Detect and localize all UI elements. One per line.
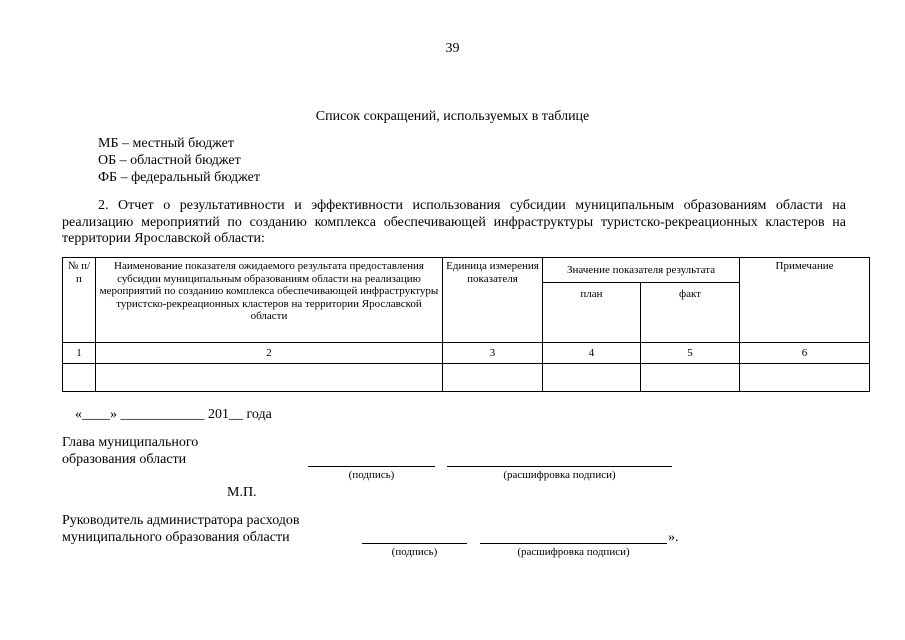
head-decode-line	[447, 466, 672, 467]
table-cell	[96, 364, 443, 392]
header-unit: Единица измерения показателя	[443, 258, 543, 343]
manager-decode-caption: (расшифровка подписи)	[517, 546, 630, 558]
table-cell	[641, 364, 740, 392]
column-number: 1	[63, 343, 96, 364]
manager-decode-line	[480, 543, 667, 544]
stamp-label: М.П.	[227, 485, 257, 500]
column-number-row	[63, 343, 870, 364]
table-cell	[443, 364, 543, 392]
header-fact: факт	[641, 283, 740, 343]
table-cell	[543, 364, 641, 392]
manager-signature-line	[362, 543, 467, 544]
header-indicator-name: Наименование показателя ожидаемого результата предоставления субсидии муниципальным образованиям области на реализацию мероприятий по созданию комплекса обеспечивающей инфраструктуры туристско-рекреационных кластеров на территории Ярославской области	[96, 258, 443, 343]
closing-quote: ».	[668, 530, 679, 545]
page-number: 39	[445, 41, 460, 56]
empty-data-row	[63, 364, 870, 392]
date-line: «____» ____________ 201__ года	[75, 407, 272, 422]
manager-signature-caption: (подпись)	[391, 546, 438, 558]
header-note: Примечание	[740, 258, 870, 343]
header-plan: план	[543, 283, 641, 343]
head-title-line2: образования области	[62, 452, 187, 467]
abbreviation-mb: МБ – местный бюджет	[98, 136, 234, 151]
abbreviations-title: Список сокращений, используемых в таблице	[315, 109, 590, 124]
abbreviation-fb: ФБ – федеральный бюджет	[98, 170, 260, 185]
report-paragraph: 2. Отчет о результативности и эффективности использования субсидии муниципальным образованиям области на реализацию мероприятий по созданию комплекса обеспечивающей инфраструктуры туристско-рекреационных кластеров на территории Ярославской области:	[62, 198, 846, 246]
head-signature-line	[308, 466, 435, 467]
head-decode-caption: (расшифровка подписи)	[503, 469, 616, 481]
head-title-line1: Глава муниципального	[62, 435, 199, 450]
header-num: № п/п	[63, 258, 96, 343]
column-number: 3	[443, 343, 543, 364]
column-number: 4	[543, 343, 641, 364]
column-number: 6	[740, 343, 870, 364]
manager-title-line1: Руководитель администратора расходов	[62, 513, 300, 528]
column-number: 2	[96, 343, 443, 364]
header-value: Значение показателя результата	[543, 258, 740, 283]
table-cell	[740, 364, 870, 392]
table-cell	[63, 364, 96, 392]
head-signature-caption: (подпись)	[348, 469, 395, 481]
column-number: 5	[641, 343, 740, 364]
abbreviation-ob: ОБ – областной бюджет	[98, 153, 241, 168]
report-table	[62, 257, 870, 392]
manager-title-line2: муниципального образования области	[62, 530, 290, 545]
